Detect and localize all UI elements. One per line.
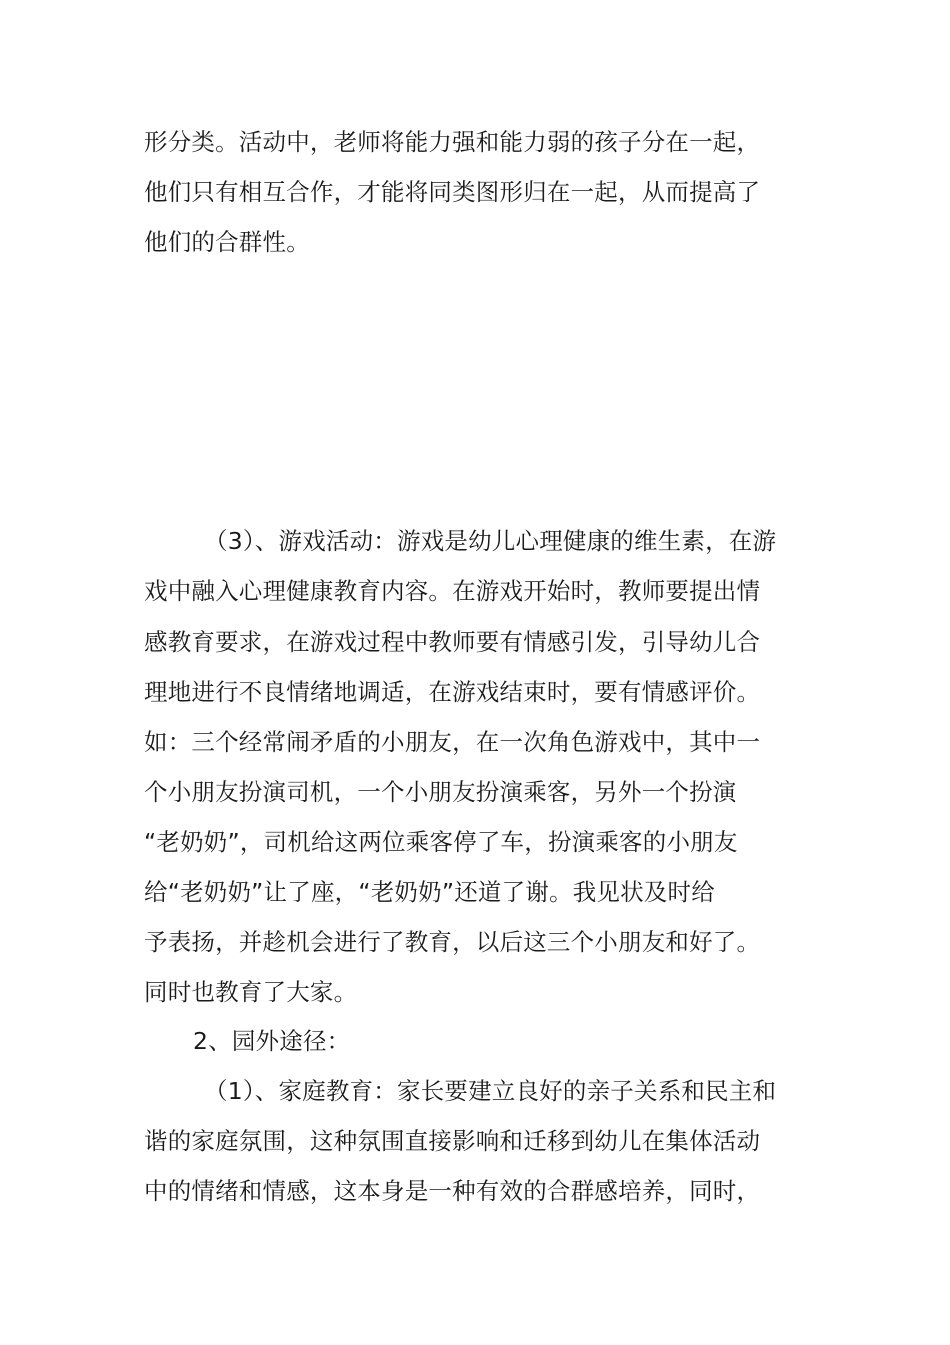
paragraph-line: “老奶奶”，司机给这两位乘客停了车，扮演乘客的小朋友 bbox=[144, 828, 738, 856]
section-heading-outside: 2、园外途径： bbox=[193, 1027, 351, 1055]
paragraph-line: 同时也教育了大家。 bbox=[144, 978, 358, 1006]
paragraph-line: 戏中融入心理健康教育内容。在游戏开始时，教师要提出情 bbox=[144, 577, 761, 605]
paragraph-line: 他们只有相互合作，才能将同类图形归在一起，从而提高了 bbox=[144, 178, 761, 206]
paragraph-line: 给“老奶奶”让了座，“老奶奶”还道了谢。我见状及时给 bbox=[144, 878, 715, 906]
paragraph-line: 中的情绪和情感，这本身是一种有效的合群感培养，同时， bbox=[144, 1177, 761, 1205]
section-heading-games: （3）、游戏活动：游戏是幼儿心理健康的维生素，在游 bbox=[204, 527, 777, 555]
paragraph-line: 予表扬，并趁机会进行了教育，以后这三个小朋友和好了。 bbox=[144, 928, 761, 956]
paragraph-line: 个小朋友扮演司机，一个小朋友扮演乘客，另外一个扮演 bbox=[144, 778, 737, 806]
paragraph-line: 谐的家庭氛围，这种氛围直接影响和迁移到幼儿在集体活动 bbox=[144, 1127, 761, 1155]
section-heading-family: （1）、家庭教育：家长要建立良好的亲子关系和民主和 bbox=[204, 1077, 777, 1105]
paragraph-line: 形分类。活动中，老师将能力强和能力弱的孩子分在一起， bbox=[144, 128, 761, 156]
paragraph-line: 理地进行不良情绪地调适，在游戏结束时，要有情感评价。 bbox=[144, 678, 761, 706]
paragraph-line: 他们的合群性。 bbox=[144, 228, 310, 256]
paragraph-line: 感教育要求，在游戏过程中教师要有情感引发，引导幼儿合 bbox=[144, 628, 761, 656]
paragraph-line: 如：三个经常闹矛盾的小朋友，在一次角色游戏中，其中一 bbox=[144, 728, 761, 756]
